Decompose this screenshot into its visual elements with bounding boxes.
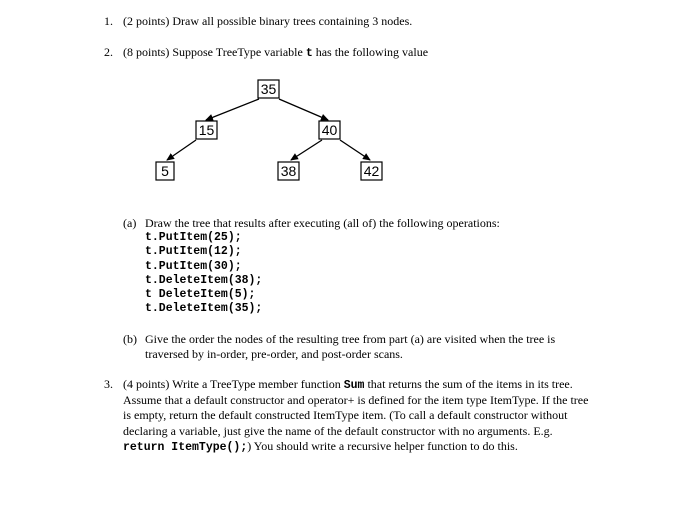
q2b-line1: Give the order the nodes of the resulting tree from part (a) are visited when the tree is: [145, 332, 556, 346]
q1-number: 1.: [104, 14, 113, 28]
tree-node-38: [278, 162, 299, 180]
q3-line5-text: ) You should write a recursive helper function to do this.: [247, 439, 518, 453]
q2-number: 2.: [104, 45, 113, 59]
edge-40-38: [291, 140, 322, 160]
tree-nodes: [156, 80, 382, 180]
q2b-label: (b): [123, 332, 137, 346]
q2-text-after: has the following value: [315, 45, 429, 59]
q3-number: 3.: [104, 377, 113, 391]
node-label: 38: [280, 163, 297, 179]
node-label: 42: [363, 163, 380, 179]
tree-node-40: [319, 121, 340, 139]
q3-line5: [123, 439, 518, 455]
q2b-line2: traversed by in-order, pre-order, and post-order scans.: [145, 347, 403, 361]
edge-35-15: [206, 99, 259, 120]
q2-text-before: (8 points) Suppose TreeType variable: [123, 45, 303, 59]
operation-line: t.PutItem(30);: [145, 259, 242, 273]
q2a-text: Draw the tree that results after executing (all of) the following operations:: [145, 216, 500, 230]
q3-line2: Assume that a default constructor and operator+ is defined for the item type ItemType. If the tree: [123, 393, 589, 407]
node-label: 40: [321, 122, 338, 138]
q3-code-example: return ItemType();: [123, 441, 248, 454]
operation-line: t DeleteItem(5);: [145, 288, 256, 302]
q3-line1-b: that returns the sum of the items in its tree.: [367, 377, 573, 391]
q2a-label: (a): [123, 216, 137, 230]
tree-node-35: [258, 80, 279, 98]
q3-line4: declaring a variable, just give the name of the default constructor with no arguments. E.g.: [123, 424, 553, 438]
q1-text: (2 points) Draw all possible binary trees containing 3 nodes.: [123, 14, 413, 28]
operation-line: t.DeleteItem(35);: [145, 302, 263, 316]
q3-line3: is empty, return the default constructed ItemType item. (To call a default constructor without: [123, 408, 568, 422]
tree-node-5: [156, 162, 174, 180]
edge-15-5: [167, 140, 196, 160]
q2a-operations: [145, 231, 262, 317]
q3-line1: [123, 377, 573, 393]
node-label: 35: [260, 81, 277, 97]
q3-function-name: Sum: [343, 379, 365, 392]
operation-line: t.DeleteItem(38);: [145, 273, 263, 287]
operation-line: t.PutItem(12);: [145, 245, 242, 259]
edge-40-42: [340, 140, 370, 160]
operation-line: t.PutItem(25);: [145, 231, 242, 244]
tree-node-15: [196, 121, 217, 139]
q2-var-name: t: [305, 47, 313, 60]
node-label: 5: [161, 163, 169, 179]
tree-node-42: [361, 162, 382, 180]
edge-35-40: [279, 99, 328, 120]
q3-line1-a: (4 points) Write a TreeType member function: [123, 377, 341, 391]
node-label: 15: [198, 122, 215, 138]
